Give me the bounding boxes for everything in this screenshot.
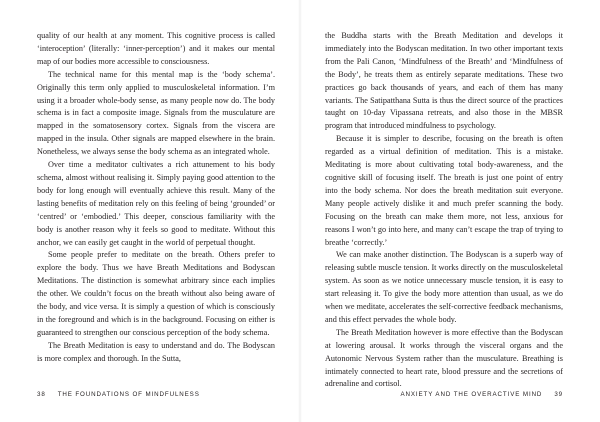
paragraph: the Buddha starts with the Breath Meditation and develops it immediately into the Bodyscan meditation. In two other important texts from the Pali Canon, ‘Mindfulness of the Breath’ and ‘Mindfulness of the Body’, he treats them as entirely separate meditations. These two practices go back thousands of years, and each of them has many variants. The Satipatthana Sutta is thus the direct source of the practices taught on 10-day Vipassana retreats, and also those in the MBSR program that introduced mindfulness to psychology.: [325, 31, 563, 131]
paragraph: Because it is simpler to describe, focusing on the breath is often regarded as a virtual definition of meditation. This is a mistake. Meditating is more about cultivating total body-awareness, and the cognitive skill of focusing itself. The breath is just one point of entry into the body schema. Nor does the breath meditation suit everyone. Many people actively dislike it and much prefer scanning the body. Focusing on the breath can make them more, not less, anxious for reasons I won’t go into here, and many can’t escape the trap of trying to breathe ‘correctly.’: [325, 134, 563, 247]
running-head: ANXIETY AND THE OVERACTIVE MIND: [400, 391, 543, 398]
right-footer: [400, 391, 563, 398]
right-page-body: [325, 30, 563, 391]
paragraph: The Breath Meditation however is more effective than the Bodyscan at lowering arousal. It works through the visceral organs and the Autonomic Nervous System rather than the musculature. Breathing is intimately connected to heart rate, blood pressure and the secretions of adrenaline and cortisol.: [325, 327, 563, 389]
paragraph: quality of our health at any moment. This cognitive process is called ‘interoception’ (literally: ‘inner-perception’) and it makes our mental map of our bodies more accessible to consciousness.: [37, 31, 275, 66]
page-number: 39: [554, 391, 563, 398]
paragraph: Some people prefer to meditate on the breath. Others prefer to explore the body. Thus we have Breath Meditations and Bodyscan Meditations. The distinction is somewhat arbitrary since each implies the other. We couldn’t focus on the breath without also being aware of the body, and vice versa. It is simply a question of which is consciously in the foreground and which is in the background. Focusing on either is guaranteed to strengthen our conscious perception of the body schema.: [37, 250, 275, 337]
page-number: 38: [37, 391, 46, 398]
paragraph: The technical name for this mental map is the ‘body schema’. Originally this term only applied to musculoskeletal information. I’m using it a broader whole-body sense, as many people now do. The body schema is in fact a composite image. Signals from the musculature are mapped in the somatosensory cortex. Signals from the viscera are mapped in the insula. Other signals are mapped elsewhere in the brain. Nonetheless, we always sense the body schema as an integrated whole.: [37, 69, 275, 157]
paragraph: Over time a meditator cultivates a rich attunement to his body schema, almost without realising it. Simply paying good attention to the body for long enough will eventually achieve this result. Many of the lasting benefits of meditation rely on this feeling of being ‘grounded’ or ‘centred’ or ‘embodied.’ This deeper, conscious familiarity with the body is another reason why it feels so good to meditate. Without this anchor, we can easily get caught in the world of perpetual thought.: [37, 160, 275, 247]
paragraph: The Breath Meditation is easy to understand and do. The Bodyscan is more complex and thorough. In the Sutta,: [37, 340, 275, 363]
left-footer: [37, 391, 200, 398]
right-page: [300, 0, 600, 422]
paragraph: We can make another distinction. The Bodyscan is a superb way of releasing subtle muscle tension. It works directly on the musculoskeletal system. As soon as we notice unnecessary muscle tension, it is easy to start releasing it. To give the body more attention than usual, as we do when we meditate, accelerates the self-corrective feedback mechanisms, and this effect pervades the whole body.: [325, 250, 563, 324]
left-page-body: [37, 30, 275, 366]
running-head: THE FOUNDATIONS OF MINDFULNESS: [57, 391, 200, 398]
